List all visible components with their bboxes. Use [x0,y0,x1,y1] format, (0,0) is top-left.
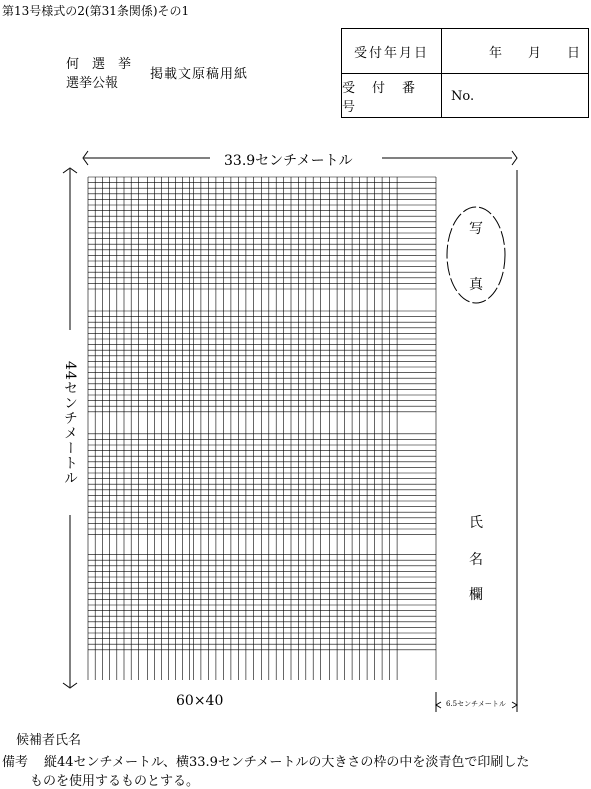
receipt-date-label: 受付年月日 [342,29,442,73]
height-dimension-label: 44センチメートル [60,355,80,492]
name-field-char-3: 欄 [469,587,483,603]
receipt-date-value: 年 月 日 [488,45,580,61]
note-label: 備考 [2,755,29,770]
name-field-char-2: 名 [469,552,483,568]
note-text-2: ものを使用するものとする。 [30,774,200,789]
manuscript-grid [88,177,436,680]
form-number: 第13号様式の2(第31条関係)その1 [2,4,190,18]
width-dimension-label: 33.9センチメートル [224,153,353,169]
title-bulletin: 選挙公報 [66,76,119,91]
receipt-number-value: No. [451,88,475,104]
title-main: 掲載文原稿用紙 [150,67,249,82]
receipt-number-label: 受 付 番 号 [342,74,442,118]
candidate-name-label: 候補者氏名 [16,733,82,748]
side-width-label: 6.5センチメートル [446,700,506,708]
title-election: 何 選 挙 [66,57,132,72]
grid-size-label: 60×40 [176,693,224,709]
photo-char-1: 写 [469,221,483,237]
name-field-char-1: 氏 [469,515,483,531]
note-text-1: 縦44センチメートル、横33.9センチメートルの大きさの枠の中を淡青色で印刷した [44,755,530,770]
photo-char-2: 真 [469,277,483,293]
